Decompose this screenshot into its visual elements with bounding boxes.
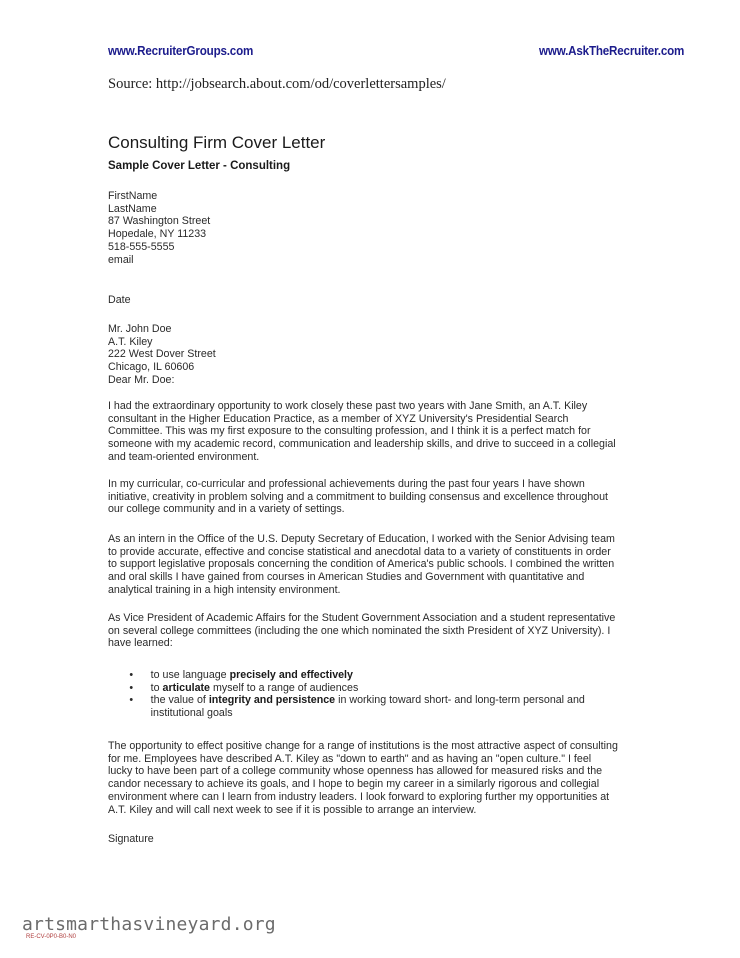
salutation: Dear Mr. Doe: — [108, 373, 175, 386]
bullet-text-pre: to use language — [150, 669, 230, 681]
paragraph-line: Committee. This was my first exposure to the consulting profession, and I think it is a perfect match for — [108, 425, 591, 438]
paragraph-line: environment where can I learn from industry leaders. I look forward to exploring further my opportunities at — [108, 790, 610, 803]
paragraph-line: A.T. Kiley and will call next week to see if it is possible to arrange an interview. — [108, 803, 477, 816]
recipient-line: Chicago, IL 60606 — [108, 361, 195, 374]
paragraph-line: analytical training in a high intensity environment. — [108, 583, 341, 596]
paragraph-intro — [108, 400, 617, 464]
paragraph-line: and oral skills I have gained from courses in American Studies and Government with quantitative and — [108, 571, 585, 584]
recipient-line: 222 West Dover Street — [108, 348, 216, 361]
address-line: LastName — [108, 202, 157, 215]
signature-block — [108, 833, 617, 846]
paragraph-line: As an intern in the Office of the U.S. Deputy Secretary of Education, I worked with the Senior Advising team — [108, 533, 615, 545]
paragraph-line: lucky to have been part of a college community whose openness has allowed for measured risks and the — [108, 765, 603, 778]
list-item — [108, 669, 617, 682]
paragraph-internship — [108, 533, 617, 597]
recruitergroups-link[interactable]: www.RecruiterGroups.com — [108, 44, 254, 58]
paragraph-line: consultant in the Higher Education Practice, as a member of XYZ University's Presidential Search — [108, 412, 569, 425]
paragraph-achievements — [108, 478, 617, 516]
list-item — [108, 682, 617, 695]
asktherecruiter-link[interactable]: www.AskTheRecruiter.com — [539, 44, 685, 58]
date-line — [108, 294, 617, 307]
paragraph-line: In my curricular, co-curricular and professional achievements during the past four years I have shown — [108, 478, 585, 490]
signature-text: Signature — [108, 833, 154, 845]
recipient-address — [108, 323, 617, 387]
paragraph-vice-president — [108, 612, 617, 650]
bullet-text-bold: integrity and persistence — [208, 694, 336, 707]
paragraph-line: to support legislative proposals concerning the condition of America's public schools. I combined the written — [108, 558, 615, 571]
paragraph-line: I had the extraordinary opportunity to work closely these past two years with Jane Smith, an A.T. Kiley — [108, 400, 588, 412]
date-text: Date — [108, 294, 131, 306]
bullet-text-post: myself to a range of audiences — [210, 681, 359, 694]
sender-address — [108, 190, 617, 266]
document-title: Consulting Firm Cover Letter — [108, 133, 326, 152]
address-line: 87 Washington Street — [108, 215, 211, 228]
paragraph-line: initiative, creativity in problem solving and a commitment to building consensus and excellence throughout — [108, 490, 608, 503]
site-watermark: artsmarthasvineyard.org — [22, 914, 276, 935]
recipient-line: Mr. John Doe — [108, 323, 172, 335]
address-line: Hopedale, NY 11233 — [108, 228, 207, 241]
address-line: email — [108, 253, 134, 266]
list-item-continuation — [108, 707, 617, 720]
bullet-text-post: in working toward short- and long-term personal and — [335, 694, 585, 707]
paragraph-line: As Vice President of Academic Affairs for the Student Government Association and a student representative — [108, 612, 616, 624]
bullet-continuation-text: institutional goals — [150, 707, 233, 720]
paragraph-line: have learned: — [108, 637, 173, 650]
paragraph-line: for me. Employees have described A.T. Kiley as "down to earth" and as having an "open culture." I feel — [108, 752, 592, 765]
paragraph-line: The opportunity to effect positive change for a range of institutions is the most attractive aspect of consulting — [108, 740, 618, 752]
list-item — [108, 694, 617, 707]
paragraph-line: candor necessary to achieve its goals, and I hope to begin my career in a similarly rigorous and collegial — [108, 778, 600, 791]
bullet-text-pre: the value of — [150, 694, 209, 707]
document-subtitle: Sample Cover Letter - Consulting — [108, 160, 291, 172]
paragraph-closing — [108, 740, 617, 816]
source-line: Source: http://jobsearch.about.com/od/coverlettersamples/ — [108, 76, 446, 92]
address-line: 518-555-5555 — [108, 240, 175, 253]
address-line: FirstName — [108, 190, 158, 202]
learned-list — [108, 669, 617, 720]
recipient-line: A.T. Kiley — [108, 335, 153, 348]
paragraph-line: on several college committees (including the one which nominated the sixth President of XYZ University). I — [108, 624, 611, 637]
bullet-icon: • — [129, 694, 134, 707]
paragraph-line: our college community and in a variety of settings. — [108, 503, 345, 516]
bullet-text-bold: precisely and effectively — [229, 669, 353, 681]
bullet-text-bold: articulate — [162, 681, 211, 694]
paragraph-line: someone with my academic record, communication and leadership skills, and drive to succeed in a collegial — [108, 438, 616, 451]
small-watermark: RE-CV-0P0-B0-N0 — [26, 934, 77, 940]
paragraph-line: to provide accurate, effective and concise statistical and anecdotal data to a variety of constituents in order — [108, 545, 611, 558]
bullet-text-pre: to — [150, 681, 163, 694]
bullet-icon: • — [129, 681, 134, 694]
paragraph-line: and team-oriented environment. — [108, 450, 260, 463]
bullet-icon: • — [129, 669, 134, 681]
